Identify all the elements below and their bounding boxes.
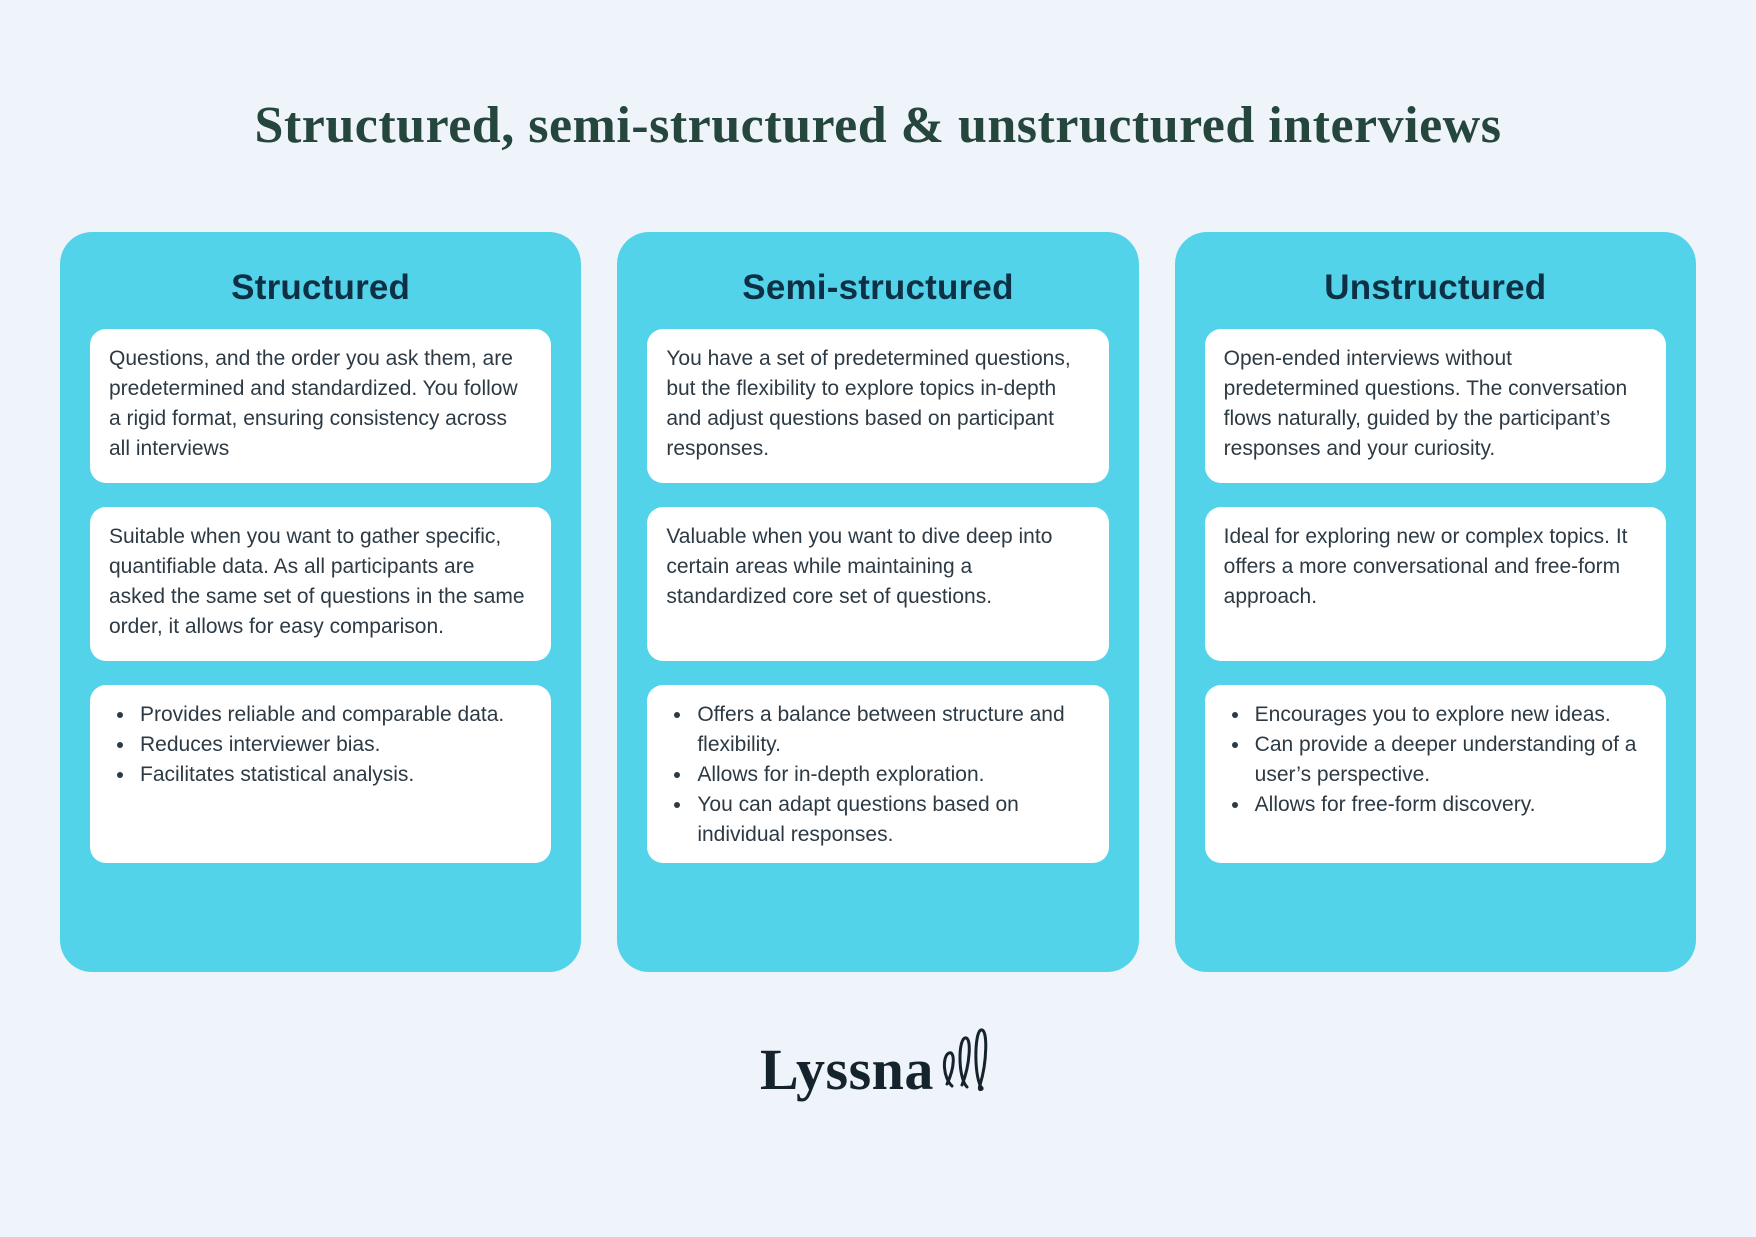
benefits-list	[109, 700, 532, 790]
use-case-box	[647, 507, 1108, 661]
benefits-list	[666, 700, 1089, 850]
benefit-item: • You can adapt questions based on individual responses.	[693, 790, 1089, 850]
benefit-item: • Provides reliable and comparable data.	[136, 700, 532, 730]
use-case-box	[90, 507, 551, 661]
card-title: Structured	[231, 267, 411, 307]
use-case-text: Ideal for exploring new or complex topics. It offers a more conversational and free-form approach.	[1223, 524, 1628, 608]
description-box	[647, 329, 1108, 483]
lyssna-loops-icon	[938, 1026, 996, 1097]
benefits-box	[1205, 685, 1666, 863]
benefit-item: • Encourages you to explore new ideas.	[1251, 700, 1647, 730]
card-unstructured	[1175, 232, 1696, 972]
card-structured	[60, 232, 581, 972]
benefit-item: • Allows for free-form discovery.	[1251, 790, 1647, 820]
card-title: Unstructured	[1324, 267, 1547, 307]
benefit-item: • Offers a balance between structure and flexibility.	[693, 700, 1089, 760]
description-box	[1205, 329, 1666, 483]
card-title: Semi-structured	[742, 267, 1014, 307]
description-text: Open-ended interviews without predetermined questions. The conversation flows naturally, guided by the participant’s responses and your curiosity.	[1223, 346, 1628, 460]
page-title: Structured, semi-structured & unstructured interviews	[254, 97, 1502, 154]
benefits-list	[1224, 700, 1647, 820]
footer	[0, 1026, 1756, 1102]
benefit-item: • Can provide a deeper understanding of a user’s perspective.	[1251, 730, 1647, 790]
use-case-text: Suitable when you want to gather specific, quantifiable data. As all participants are asked the same set of questions in the same order, it allows for easy comparison.	[109, 524, 525, 638]
description-text: You have a set of predetermined questions, but the flexibility to explore topics in-depth and adjust questions based on participant responses.	[666, 346, 1071, 460]
use-case-text: Valuable when you want to dive deep into certain areas while maintaining a standardized core set of questions.	[666, 524, 1053, 608]
benefits-box	[647, 685, 1108, 863]
description-text: Questions, and the order you ask them, are predetermined and standardized. You follow a rigid format, ensuring consistency across all interviews	[109, 346, 518, 460]
interview-type-cards	[60, 232, 1696, 972]
use-case-box	[1205, 507, 1666, 661]
benefits-box	[90, 685, 551, 863]
card-semi-structured	[617, 232, 1138, 972]
benefit-item: • Reduces interviewer bias.	[136, 730, 532, 760]
lyssna-wordmark: Lyssna	[760, 1036, 934, 1102]
benefit-item: • Facilitates statistical analysis.	[136, 760, 532, 790]
benefit-item: • Allows for in-depth exploration.	[693, 760, 1089, 790]
description-box	[90, 329, 551, 483]
